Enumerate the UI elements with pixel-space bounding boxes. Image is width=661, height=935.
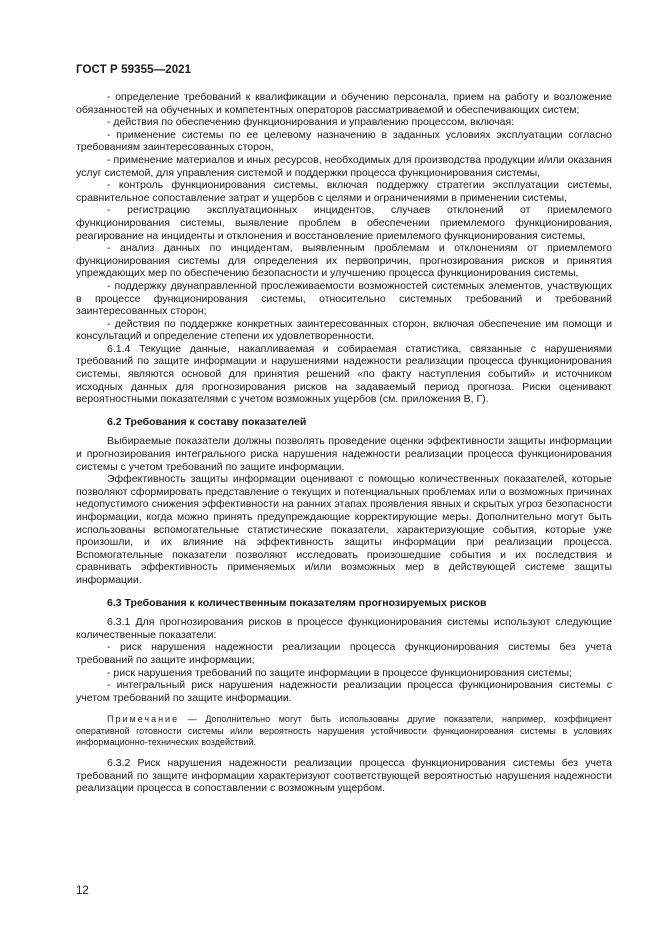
section-heading-6-3: 6.3 Требования к количественным показателям прогнозируемых рисков xyxy=(107,596,487,609)
body-paragraph: - риск нарушения требований по защите информации в процессе функционирования системы; xyxy=(107,666,572,679)
note-paragraph xyxy=(76,714,612,748)
body-paragraph: Эффективность защиты информации оценивают с помощью количественных показателей, которые позволяют сформировать представление о текущих и потенциальных проблемах или о возможных причинах недопустимого снижения эффективности на ранних этапах проявления явных и скрытых угроз безопасности информации, когда можно принять предупреждающие корректирующие меры. Дополнительно могут быть использованы вспомогательные статистические показатели, характеризующие события, которые уже произошли, и их влияние на эффективность защиты информации при реализации процесса. Вспомогательные показатели позволяют исследовать произошедшие события и их последствия и сравнивать эффективность применяемых и/или возможных мер в действующей системе защиты информации. xyxy=(76,473,612,586)
body-paragraph: - действия по обеспечению функционирования и управлению процессом, включая: xyxy=(107,116,515,129)
body-paragraph: - поддержку двунаправленной прослеживаемости возможностей системных элементов, участвующих в процессе функционирования системы, относительно системных требований и требований заинтересованных сторон; xyxy=(76,279,612,318)
body-paragraph: - контроль функционирования системы, включая поддержку стратегии эксплуатации системы, сравнительное сопоставление затрат и ущербов с целями и ограничениями в применении системы, xyxy=(76,179,612,204)
body-paragraph: - анализ данных по инцидентам, выявленным проблемам и отклонениям от приемлемого функционирования системы для определения их первопричин, прогнозирования рисков и принятия упреждающих мер по обеспечению безопасности и улучшению процесса функционирования системы, xyxy=(76,242,612,280)
body-paragraph: - риск нарушения надежности реализации процесса функционирования системы без учета требований по защите информации; xyxy=(76,641,612,666)
body-paragraph: 6.3.1 Для прогнозирования рисков в процессе функционирования системы используют следующие количественные показатели: xyxy=(76,616,612,641)
note-text: — Дополнительно могут быть использованы другие показатели, например, коэффициент оперативной готовности системы и/или вероятность нарушения устойчивости функционирования системы в условиях информационно-технических воздействий. xyxy=(76,714,612,747)
document-body xyxy=(76,91,612,795)
body-paragraph: - применение материалов и иных ресурсов, необходимых для производства продукции и/или оказания услуг системой, для управления системой и поддержки процесса функционирования системы, xyxy=(76,153,612,179)
body-paragraph: 6.3.2 Риск нарушения надежности реализации процесса функционирования системы без учета требований по защите информации характеризуют соответствующей вероятностью нарушения надежности реализации процесса в сопоставлении с возможным ущербом. xyxy=(76,756,612,795)
body-paragraph: Выбираемые показатели должны позволять проведение оценки эффективности защиты информации и прогнозирования интегрального риска нарушения надежности реализации процесса функционирования системы с учетом требований по защите информации. xyxy=(76,435,612,473)
body-paragraph: - применение системы по ее целевому назначению в заданных условиях эксплуатации согласно требованиям заинтересованных сторон, xyxy=(76,128,612,154)
page-number: 12 xyxy=(76,885,89,897)
body-paragraph: - интегральный риск нарушения надежности реализации процесса функционирования системы с учетом требований по защите информации. xyxy=(76,679,612,704)
section-heading-6-2: 6.2 Требования к составу показателей xyxy=(107,415,307,428)
body-paragraph: - регистрацию эксплуатационных инцидентов, случаев отклонений от приемлемого функционирования системы, выявление проблем в обеспечении приемлемого функционирования, реагирование на инциденты и отклонения и восстановление приемлемого функционирования системы, xyxy=(76,204,612,242)
standard-header: ГОСТ Р 59355—2021 xyxy=(76,64,192,76)
note-label: Примечание xyxy=(107,714,180,725)
body-paragraph: 6.1.4 Текущие данные, накапливаемая и собираемая статистика, связанные с нарушениями требований по защите информации и нарушениями надежности реализации процесса функционирования системы, являются основой для принятия решений «по факту наступления событий» и источником исходных данных для прогнозирования рисков на задаваемый период прогноза. Риски оценивают вероятностными показателями с учетом возможных ущербов (см. приложения В, Г). xyxy=(76,342,612,406)
body-paragraph: - действия по поддержке конкретных заинтересованных сторон, включая обеспечение им помощи и консультаций и определение степени их удовлетворенности. xyxy=(76,317,612,343)
body-paragraph: - определение требований к квалификации и обучению персонала, прием на работу и возложение обязанностей на обученных и компетентных операторов рассматриваемой и обеспечивающих систем; xyxy=(76,91,612,116)
